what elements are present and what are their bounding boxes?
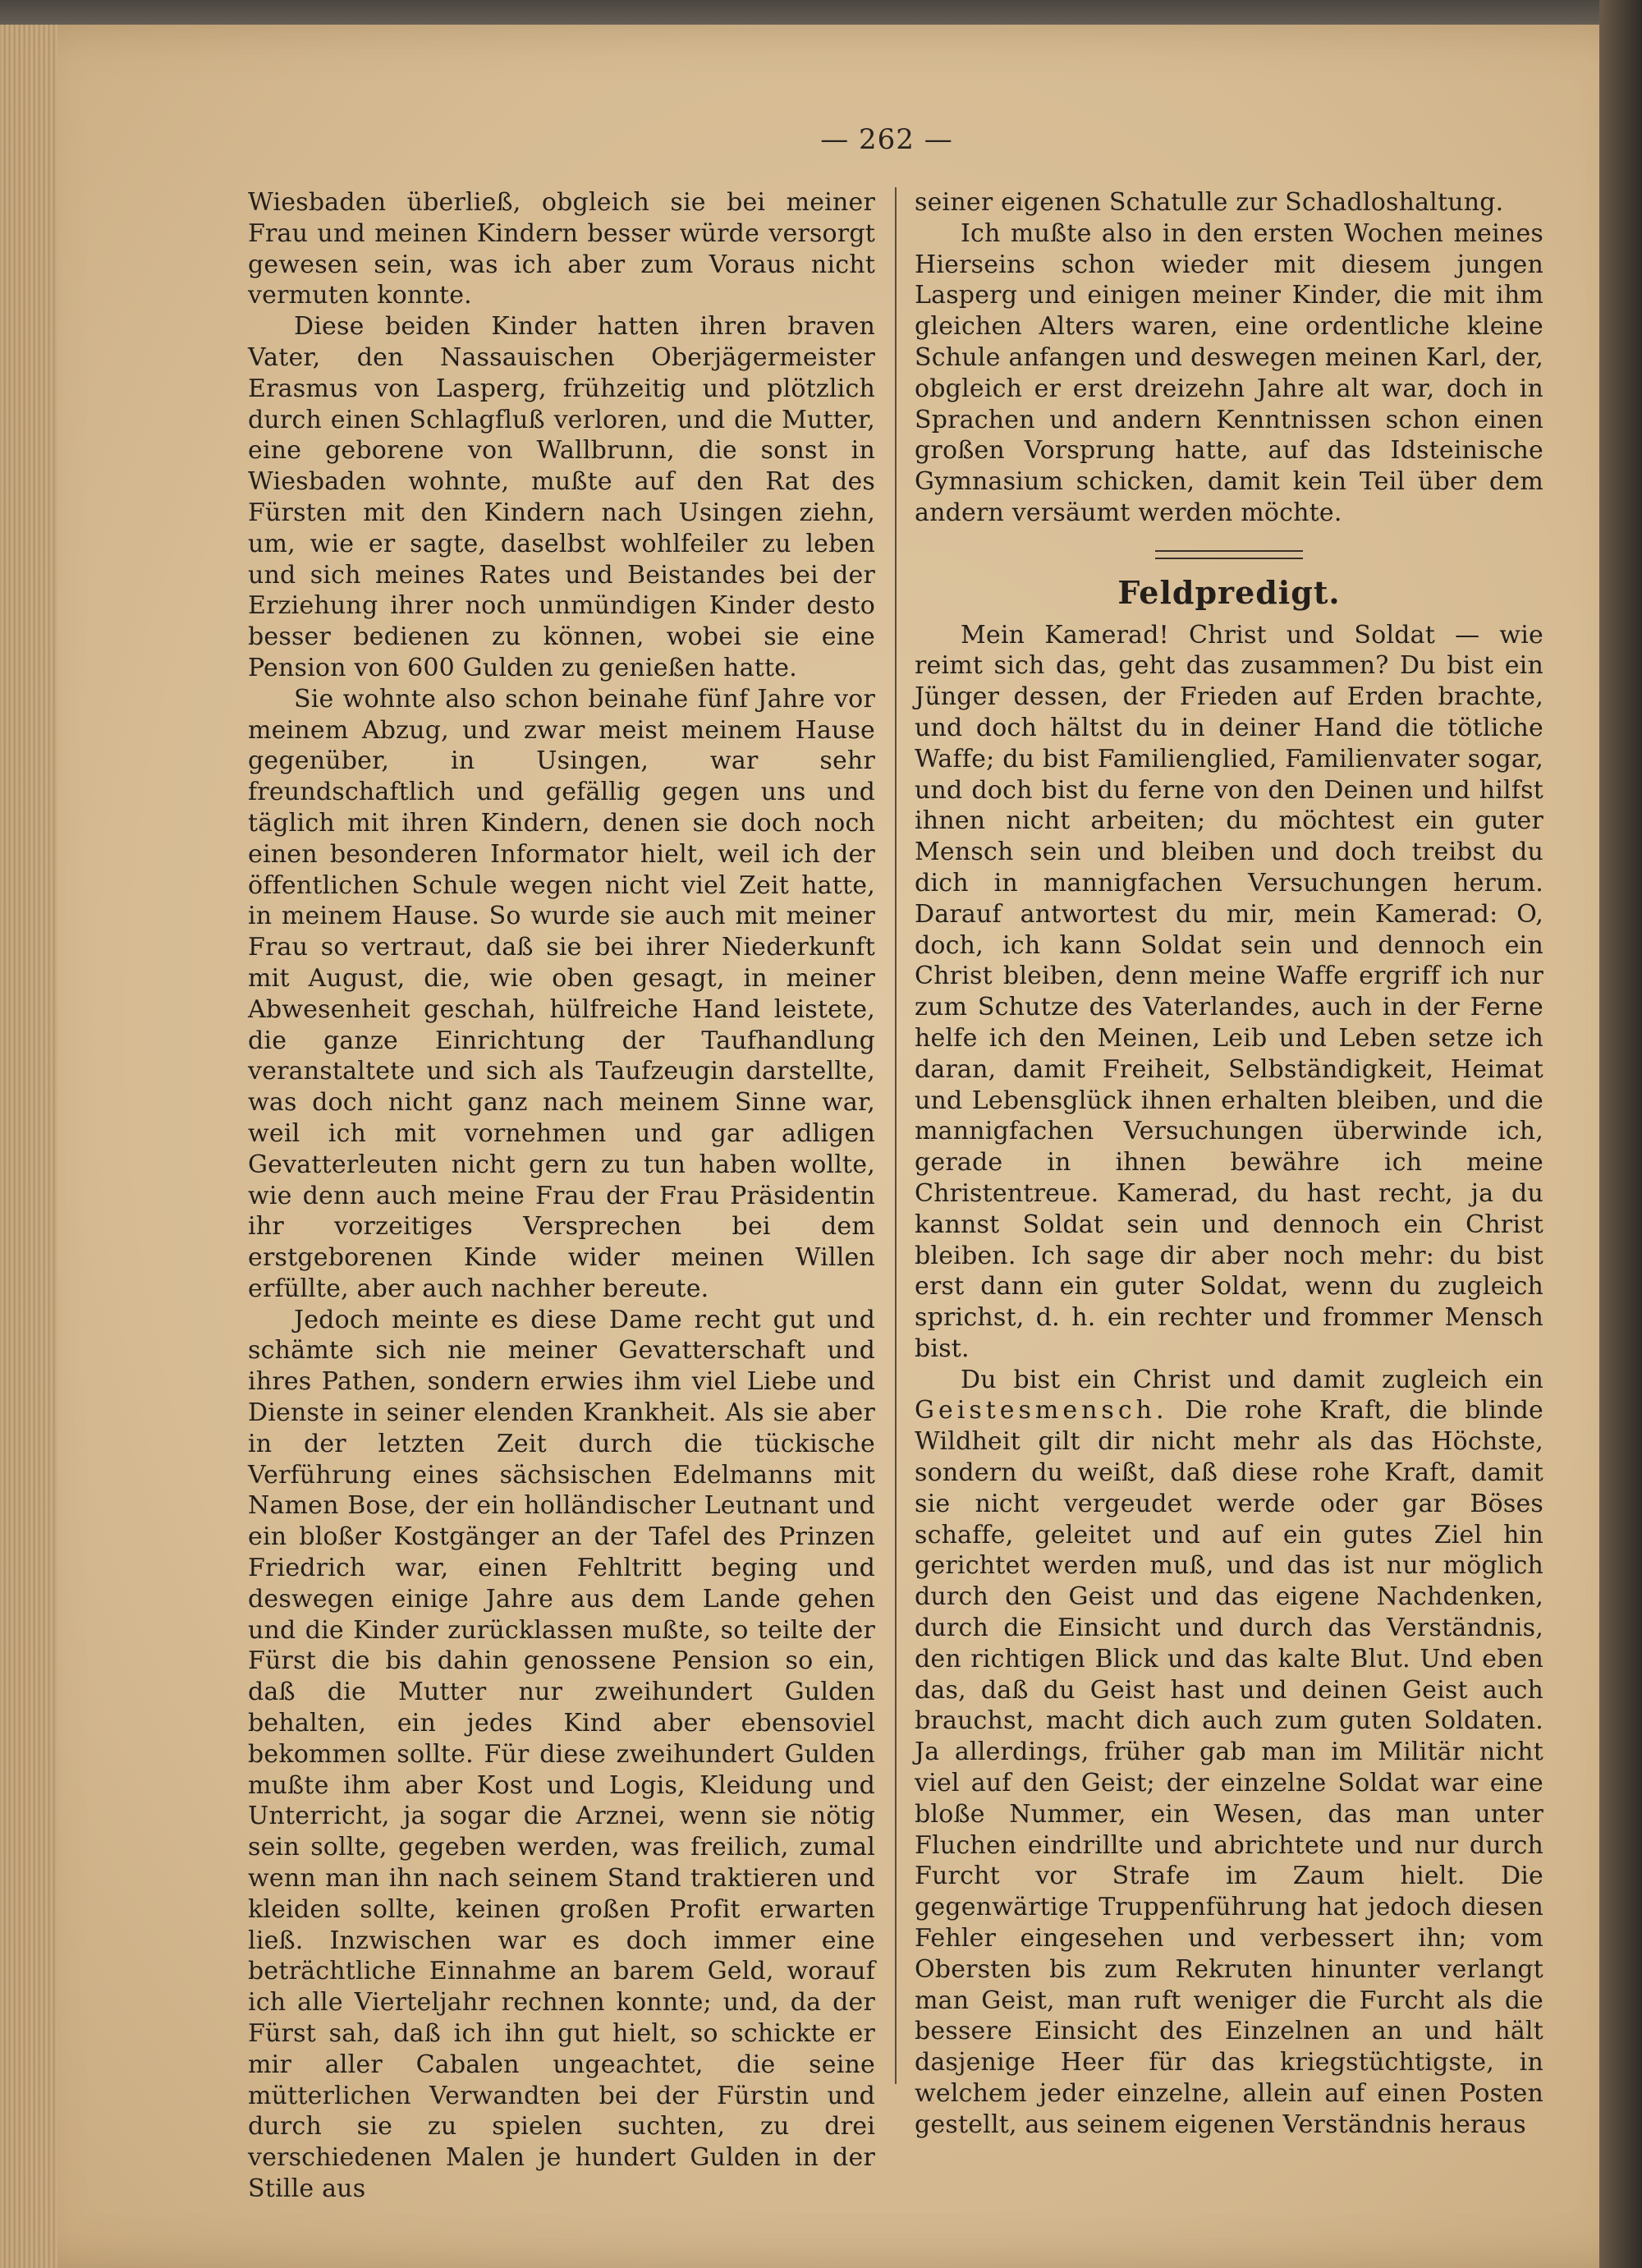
paragraph: Sie wohnte also schon beinahe fünf Jahre vor meinem Abzug, und zwar meist meinem Hause gegenüber, in Usingen, war sehr freundschaftlich und gefällig gegen uns und täglich mit ihren Kindern, denen sie doch noch einen besonderen Informator hielt, weil ich der öffentlichen Schule wegen nicht viel Zeit hatte, in meinem Hause. So wurde sie auch mit meiner Frau so vertraut, daß sie bei ihrer Niederkunft mit August, die, wie oben gesagt, in meiner Abwesenheit geschah, hülfreiche Hand leistete, die ganze Einrichtung der Taufhandlung veranstaltete und sich als Taufzeugin darstellte, was doch nicht ganz nach meinem Sinne war, weil ich mit vornehmen und gar adligen Gevatterleuten nicht gern zu tun haben wollte, wie denn auch meine Frau der Frau Präsidentin ihr vorzeitiges Versprechen bei dem erstgeborenen Kinde wider meinen Willen erfüllte, aber auch nachher bereute. — [248, 684, 875, 1303]
column-divider — [895, 187, 897, 2084]
paragraph: Diese beiden Kinder hatten ihren braven Vater, den Nassauischen Oberjägermeister Erasmus von Lasperg, frühzeitig und plötzlich durch einen Schlagfluß verloren, und die Mutter, eine geborene von Wallbrunn, die sonst in Wiesbaden wohnte, mußte auf den Rat des Fürsten mit den Kindern nach Usingen ziehn, um, wie er sagte, daselbst wohlfeiler zu leben und sich meines Rates und Beistandes bei der Erziehung ihrer noch unmündigen Kinder desto besser bedienen zu können, wobei sie eine Pension von 600 Gulden zu genießen hatte. — [248, 312, 875, 682]
page-stack-edge — [0, 25, 57, 2268]
paragraph: seiner eigenen Schatulle zur Schadloshaltung. — [915, 188, 1504, 217]
paragraph: Ich mußte also in den ersten Wochen meines Hierseins schon wieder mit diesem jungen Lasperg und einigen meiner Kinder, die mit ihm gleichen Alters waren, eine ordentliche kleine Schule anfangen und deswegen meinen Karl, der, obgleich er erst dreizehn Jahre alt war, doch in Sprachen und andern Kenntnissen schon einen großen Vorsprung hatte, auf das Idsteinische Gymnasium schicken, damit kein Teil über dem andern versäumt werden möchte. — [915, 218, 1543, 527]
paragraph: Mein Kamerad! Christ und Soldat — wie reimt sich das, geht das zusammen? Du bist ein Jünger dessen, der Frieden auf Erden brachte, und doch hältst du in deiner Hand die tötliche Waffe; du bist Familienglied, Familienvater sogar, und doch bist du ferne von den Deinen und hilfst ihnen nicht arbeiten; du möchtest ein guter Mensch sein und bleiben und doch treibst du dich in mannigfachen Versuchungen herum. Darauf antwortest du mir, mein Kamerad: O, doch, ich kann Soldat sein und dennoch ein Christ bleiben, denn meine Waffe ergriff ich nur zum Schutze des Vaterlandes, auch in der Ferne helfe ich den Meinen, Leib und Leben setze ich daran, damit Freiheit, Selbständigkeit, Heimat und Lebensglück ihnen erhalten bleiben, und die mannigfachen Versuchungen überwinde ich, gerade in ihnen bewähre ich meine Christentreue. Kamerad, du hast recht, ja du kannst Soldat sein und dennoch ein Christ bleiben. Ich sage dir aber noch mehr: du bist erst dann ein guter Soldat, wenn du zugleich sprichst, d. h. ein rechter und frommer Mensch bist. — [915, 620, 1543, 1363]
book-cover-edge — [1599, 0, 1642, 2268]
paragraph: Wiesbaden überließ, obgleich sie bei meiner Frau und meinen Kindern besser würde versorgt gewesen sein, was ich aber zum Voraus nicht vermuten konnte. — [248, 188, 875, 310]
right-column — [915, 187, 1543, 2141]
paragraph: Jedoch meinte es diese Dame recht gut und schämte sich nie meiner Gevatterschaft und ihres Pathen, sondern erwies ihm viel Liebe und Dienste in seiner elenden Krankheit. Als sie aber in der letzten Zeit durch die tückische Verführung eines sächsischen Edelmanns mit Namen Bose, der ein holländischer Leutnant und ein bloßer Kostgänger an der Tafel des Prinzen Friedrich war, einen Fehltritt beging und deswegen einige Jahre aus dem Lande gehen und die Kinder zurücklassen mußte, so teilte der Fürst die bis dahin genossene Pension so ein, daß die Mutter nur zweihundert Gulden behalten, ein jedes Kind aber ebensoviel bekommen sollte. Für diese zweihundert Gulden mußte ihm aber Kost und Logis, Kleidung und Unterricht, ja sogar die Arznei, wenn sie nötig sein sollte, gegeben werden, was freilich, zumal wenn man ihn nach seinem Stand traktieren und kleiden sollte, keinen großen Profit erwarten ließ. Inzwischen war es doch immer eine beträchtliche Einnahme an barem Geld, worauf ich alle Vierteljahr rechnen konnte; und, da der Fürst sah, daß ich ihn gut hielt, so schickte er mir aller Cabalen ungeachtet, die seine mütterlichen Verwandten bei der Fürstin und durch sie zu spielen suchten, zu drei verschiedenen Malen je hundert Gulden in der Stille aus — [248, 1305, 875, 2203]
paragraph — [915, 1365, 1543, 2141]
section-heading: Feldpredigt. — [1117, 573, 1341, 611]
left-column — [248, 187, 875, 2205]
page-number: — 262 — — [820, 123, 953, 156]
paragraph-rest: Die rohe Kraft, die blinde Wildheit gilt dir nicht mehr als das Höchste, sondern du weißt, daß diese rohe Kraft, damit sie nicht vergeudet werde oder gar Böses schaffe, geleitet und auf ein gutes Ziel hin gerichtet werden muß, und das ist nur möglich durch den Geist und das eigene Nachdenken, durch die Einsicht und durch das Verständnis, den richtigen Blick und das kalte Blut. Und eben das, daß du Geist hast und deinen Geist auch brauchst, macht dich auch zum guten Soldaten. Ja allerdings, früher gab man im Militär nicht viel auf den Geist; der einzelne Soldat war eine bloße Nummer, ein Wesen, das man unter Fluchen eindrillte und abrichtete und nur durch Furcht vor Strafe im Zaum hielt. Die gegenwärtige Truppenführung hat jedoch diesen Fehler eingesehen und verbessert ihn; vom Obersten bis zum Rekruten hinunter verlangt man Geist, man ruft weniger die Furcht als die bessere Einsicht des Einzelnen an und hält dasjenige Heer für das kriegstüchtigste, in welchem jeder einzelne, allein auf einen Posten gestellt, aus seinem eigenen Verständnis heraus — [915, 1396, 1543, 2139]
paragraph-start: Du bist ein Christ und damit zugleich ein — [961, 1365, 1543, 1394]
section-divider — [1155, 550, 1303, 559]
emphasized-word: Geistesmensch. — [915, 1396, 1168, 1426]
